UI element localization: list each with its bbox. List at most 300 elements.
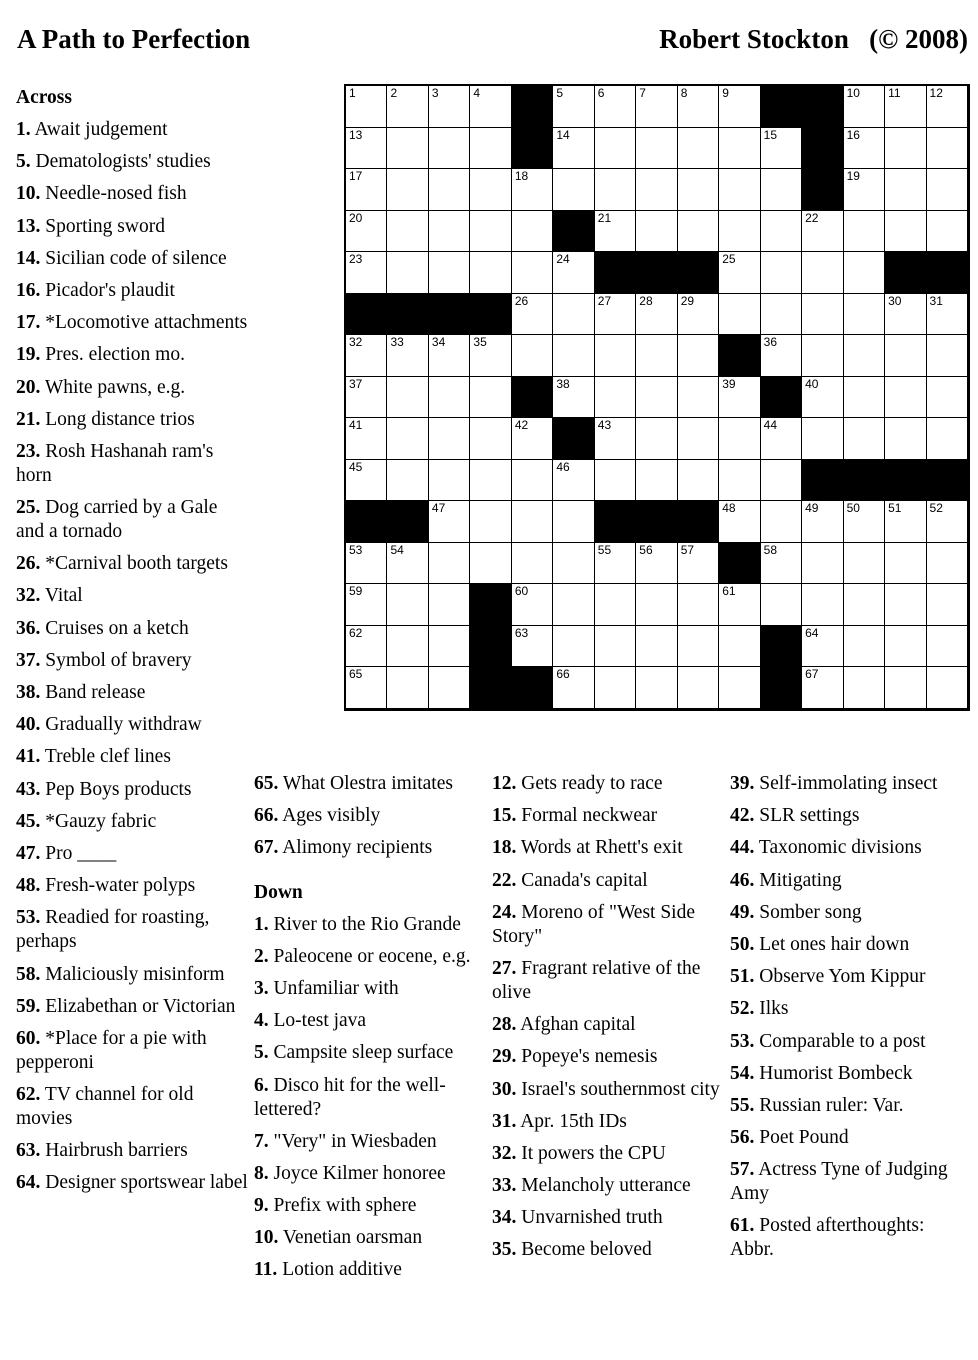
- grid-cell[interactable]: [885, 128, 926, 170]
- grid-cell[interactable]: [678, 584, 719, 626]
- cell-number: 46: [556, 459, 570, 474]
- clues-column-2: [254, 772, 486, 1291]
- grid-cell[interactable]: [470, 460, 511, 502]
- clue-number: 53.: [16, 907, 41, 929]
- grid-cell[interactable]: [346, 335, 387, 377]
- grid-cell[interactable]: [678, 128, 719, 170]
- grid-cell[interactable]: [346, 626, 387, 668]
- down-clue: [730, 933, 962, 957]
- grid-cell[interactable]: [470, 501, 511, 543]
- clue-text: Unvarnished truth: [521, 1207, 663, 1229]
- cell-number: 36: [763, 335, 778, 350]
- clue-number: 59.: [16, 995, 41, 1017]
- black-square: [761, 377, 802, 419]
- grid-cell[interactable]: [636, 169, 677, 211]
- grid-cell[interactable]: [595, 211, 636, 253]
- grid-cell[interactable]: [761, 460, 802, 502]
- grid-cell[interactable]: [387, 626, 428, 668]
- grid-cell[interactable]: [512, 460, 553, 502]
- clue-text: *Gauzy fabric: [45, 810, 157, 832]
- clue-number: 1.: [16, 119, 31, 140]
- clue-number: 41.: [16, 746, 41, 768]
- grid-cell[interactable]: [678, 460, 719, 502]
- grid-cell[interactable]: [470, 335, 511, 377]
- down-clue: [492, 772, 724, 796]
- down-clue: [492, 1013, 724, 1037]
- clue-number: 43.: [16, 778, 41, 800]
- grid-cell[interactable]: [429, 626, 470, 668]
- grid-cell[interactable]: [429, 86, 470, 128]
- grid-cell[interactable]: [636, 211, 677, 253]
- down-clue: [730, 1030, 962, 1054]
- grid-cell[interactable]: [678, 377, 719, 419]
- grid-cell[interactable]: [885, 667, 926, 709]
- clue-number: 5.: [16, 151, 31, 173]
- grid-cell[interactable]: [719, 377, 760, 419]
- grid-cell[interactable]: [844, 294, 885, 336]
- grid-cell[interactable]: [678, 169, 719, 211]
- grid-cell[interactable]: [844, 418, 885, 460]
- grid-cell[interactable]: [512, 543, 553, 585]
- grid-cell[interactable]: [636, 543, 677, 585]
- grid-cell[interactable]: [553, 294, 594, 336]
- grid-cell[interactable]: [387, 377, 428, 419]
- grid-cell[interactable]: [429, 211, 470, 253]
- clue-text: White pawns, e.g.: [44, 376, 186, 398]
- grid-cell[interactable]: [512, 169, 553, 211]
- black-square: [512, 86, 553, 128]
- grid-cell[interactable]: [885, 169, 926, 211]
- clue-text: Pro ____: [45, 842, 117, 864]
- across-clue: [16, 1139, 248, 1163]
- cell-number: 38: [556, 376, 570, 391]
- black-square: [512, 667, 553, 709]
- grid-cell[interactable]: [636, 584, 677, 626]
- grid-cell[interactable]: [346, 377, 387, 419]
- grid-cell[interactable]: [387, 667, 428, 709]
- cell-number: 6: [597, 86, 605, 100]
- grid-cell[interactable]: [802, 667, 843, 709]
- grid-cell[interactable]: [678, 418, 719, 460]
- grid-cell[interactable]: [927, 294, 968, 336]
- across-clue: [16, 1027, 248, 1075]
- grid-cell[interactable]: [553, 584, 594, 626]
- clue-text: Hairbrush barriers: [45, 1140, 188, 1162]
- grid-cell[interactable]: [553, 335, 594, 377]
- grid-cell[interactable]: [470, 128, 511, 170]
- across-clue: [254, 836, 486, 860]
- grid-cell[interactable]: [512, 252, 553, 294]
- grid-cell[interactable]: [512, 501, 553, 543]
- grid-cell[interactable]: [429, 169, 470, 211]
- clue-number: 64.: [16, 1172, 41, 1194]
- grid-cell[interactable]: [595, 335, 636, 377]
- grid-cell[interactable]: [802, 626, 843, 668]
- cell-number: 13: [349, 127, 363, 142]
- grid-cell[interactable]: [429, 128, 470, 170]
- grid-cell[interactable]: [802, 294, 843, 336]
- grid-cell[interactable]: [636, 626, 677, 668]
- grid-cell[interactable]: [927, 667, 968, 709]
- grid-cell[interactable]: [346, 252, 387, 294]
- grid-cell[interactable]: [470, 543, 511, 585]
- down-clue: [254, 977, 486, 1001]
- grid-cell[interactable]: [636, 667, 677, 709]
- clue-number: 19.: [16, 344, 41, 366]
- grid-cell[interactable]: [719, 128, 760, 170]
- grid-cell[interactable]: [678, 211, 719, 253]
- grid-cell[interactable]: [802, 335, 843, 377]
- black-square: [802, 460, 843, 502]
- across-clue: [16, 681, 248, 705]
- clue-number: 10.: [16, 183, 41, 205]
- grid-cell[interactable]: [927, 335, 968, 377]
- clue-text: Band release: [45, 682, 146, 703]
- grid-cell[interactable]: [678, 335, 719, 377]
- grid-cell[interactable]: [719, 252, 760, 294]
- grid-cell[interactable]: [719, 169, 760, 211]
- grid-cell[interactable]: [595, 377, 636, 419]
- grid-cell[interactable]: [927, 86, 968, 128]
- grid-cell[interactable]: [553, 128, 594, 170]
- clue-number: 28.: [492, 1014, 517, 1036]
- grid-cell[interactable]: [927, 169, 968, 211]
- grid-cell[interactable]: [678, 294, 719, 336]
- clue-number: 27.: [492, 957, 517, 979]
- grid-cell[interactable]: [595, 543, 636, 585]
- grid-cell[interactable]: [844, 86, 885, 128]
- across-clue: [254, 772, 486, 796]
- cell-number: 25: [722, 252, 736, 267]
- grid-cell[interactable]: [512, 626, 553, 668]
- grid-cell[interactable]: [844, 335, 885, 377]
- grid-cell[interactable]: [678, 626, 719, 668]
- down-clue: [730, 1214, 962, 1262]
- grid-cell[interactable]: [429, 667, 470, 709]
- author-credit: Robert Stockton (© 2008): [659, 24, 968, 54]
- cell-number: 39: [722, 376, 736, 391]
- grid-cell[interactable]: [761, 584, 802, 626]
- grid-cell[interactable]: [595, 86, 636, 128]
- grid-cell[interactable]: [885, 294, 926, 336]
- across-clue: [16, 995, 248, 1019]
- grid-cell[interactable]: [595, 584, 636, 626]
- grid-cell[interactable]: [595, 460, 636, 502]
- grid-cell[interactable]: [346, 169, 387, 211]
- grid-cell[interactable]: [346, 418, 387, 460]
- grid-cell[interactable]: [470, 418, 511, 460]
- grid-cell[interactable]: [553, 169, 594, 211]
- grid-cell[interactable]: [761, 252, 802, 294]
- grid-cell[interactable]: [429, 252, 470, 294]
- cell-number: 49: [805, 501, 819, 516]
- grid-cell[interactable]: [761, 169, 802, 211]
- grid-cell[interactable]: [346, 86, 387, 128]
- grid-cell[interactable]: [844, 377, 885, 419]
- grid-cell[interactable]: [927, 543, 968, 585]
- grid-cell[interactable]: [844, 128, 885, 170]
- cell-number: 52: [929, 501, 943, 516]
- grid-cell[interactable]: [429, 584, 470, 626]
- grid-cell[interactable]: [844, 252, 885, 294]
- clue-number: 5.: [254, 1042, 269, 1064]
- grid-cell[interactable]: [429, 418, 470, 460]
- clue-number: 60.: [16, 1027, 41, 1049]
- across-clue: [16, 745, 248, 769]
- grid-cell[interactable]: [927, 584, 968, 626]
- grid-cell[interactable]: [595, 294, 636, 336]
- across-clue: [16, 778, 248, 802]
- grid-cell[interactable]: [885, 543, 926, 585]
- grid-cell[interactable]: [553, 626, 594, 668]
- grid-cell[interactable]: [927, 128, 968, 170]
- clue-text: Maliciously misinform: [45, 963, 225, 985]
- grid-cell[interactable]: [678, 543, 719, 585]
- grid-cell[interactable]: [512, 294, 553, 336]
- grid-cell[interactable]: [470, 86, 511, 128]
- clue-number: 15.: [492, 805, 517, 827]
- grid-cell[interactable]: [844, 584, 885, 626]
- grid-cell[interactable]: [346, 543, 387, 585]
- grid-cell[interactable]: [885, 377, 926, 419]
- spacer: [254, 869, 486, 881]
- clue-text: Picador's plaudit: [45, 279, 175, 301]
- grid-cell[interactable]: [346, 584, 387, 626]
- cell-number: 34: [431, 335, 446, 350]
- grid-cell[interactable]: [844, 211, 885, 253]
- black-square: [719, 335, 760, 377]
- grid-cell[interactable]: [844, 169, 885, 211]
- clue-number: 21.: [16, 408, 41, 430]
- clue-text: Alimony recipients: [282, 837, 433, 859]
- clue-text: Mitigating: [759, 869, 842, 891]
- grid-cell[interactable]: [885, 501, 926, 543]
- grid-cell[interactable]: [512, 211, 553, 253]
- grid-cell[interactable]: [387, 543, 428, 585]
- grid-cell[interactable]: [512, 418, 553, 460]
- grid-cell[interactable]: [636, 128, 677, 170]
- grid-cell[interactable]: [802, 584, 843, 626]
- across-clue: [16, 906, 248, 954]
- clue-text: Cruises on a ketch: [45, 617, 189, 639]
- down-clue: [254, 913, 486, 937]
- grid-cell[interactable]: [885, 86, 926, 128]
- clue-number: 35.: [492, 1239, 517, 1261]
- grid-cell[interactable]: [885, 211, 926, 253]
- cell-number: 29: [680, 293, 695, 308]
- across-clue: [16, 1083, 248, 1131]
- cell-number: 4: [473, 86, 481, 100]
- grid-cell[interactable]: [761, 335, 802, 377]
- grid-cell[interactable]: [429, 501, 470, 543]
- grid-cell[interactable]: [387, 86, 428, 128]
- grid-cell[interactable]: [761, 543, 802, 585]
- grid-cell[interactable]: [553, 501, 594, 543]
- grid-cell[interactable]: [429, 335, 470, 377]
- grid-cell[interactable]: [802, 418, 843, 460]
- grid-cell[interactable]: [595, 626, 636, 668]
- clue-text: Rosh Hashanah ram's horn: [16, 440, 214, 486]
- grid-cell[interactable]: [719, 584, 760, 626]
- clue-text: What Olestra imitates: [282, 773, 453, 794]
- grid-cell[interactable]: [927, 501, 968, 543]
- grid-cell[interactable]: [346, 128, 387, 170]
- grid-cell[interactable]: [636, 86, 677, 128]
- down-clue: [730, 1062, 962, 1086]
- cell-number: 28: [639, 293, 653, 308]
- clue-text: Words at Rhett's exit: [520, 837, 683, 859]
- grid-cell[interactable]: [885, 418, 926, 460]
- grid-cell[interactable]: [346, 667, 387, 709]
- grid-cell[interactable]: [470, 169, 511, 211]
- grid-cell[interactable]: [553, 252, 594, 294]
- cell-number: 10: [846, 86, 860, 100]
- grid-cell[interactable]: [387, 335, 428, 377]
- grid-cell[interactable]: [387, 584, 428, 626]
- grid-cell[interactable]: [719, 501, 760, 543]
- grid-cell[interactable]: [844, 626, 885, 668]
- clue-text: Fragrant relative of the olive: [492, 957, 701, 1003]
- grid-cell[interactable]: [802, 377, 843, 419]
- clue-number: 38.: [16, 682, 41, 703]
- clue-number: 49.: [730, 901, 755, 923]
- across-clue: [16, 584, 248, 608]
- grid-cell[interactable]: [470, 377, 511, 419]
- grid-cell[interactable]: [553, 377, 594, 419]
- grid-cell[interactable]: [927, 211, 968, 253]
- grid-cell[interactable]: [927, 377, 968, 419]
- grid-cell[interactable]: [678, 86, 719, 128]
- grid-cell[interactable]: [595, 128, 636, 170]
- clue-text: Melancholy utterance: [521, 1175, 691, 1197]
- clue-number: 2.: [254, 945, 269, 967]
- down-clue: [492, 1206, 724, 1230]
- across-clue: [16, 552, 248, 576]
- grid-cell[interactable]: [885, 626, 926, 668]
- grid-cell[interactable]: [636, 294, 677, 336]
- cell-number: 40: [805, 376, 819, 391]
- grid-cell[interactable]: [429, 377, 470, 419]
- grid-cell[interactable]: [761, 128, 802, 170]
- clue-text: Venetian oarsman: [282, 1227, 423, 1249]
- grid-cell[interactable]: [927, 418, 968, 460]
- across-clue: [16, 311, 248, 335]
- clue-text: Joyce Kilmer honoree: [273, 1162, 446, 1184]
- grid-cell[interactable]: [553, 460, 594, 502]
- cell-number: 26: [514, 293, 529, 308]
- grid-cell[interactable]: [553, 543, 594, 585]
- grid-cell[interactable]: [636, 418, 677, 460]
- clue-number: 57.: [730, 1159, 755, 1181]
- grid-cell[interactable]: [512, 584, 553, 626]
- grid-cell[interactable]: [387, 128, 428, 170]
- grid-cell[interactable]: [553, 86, 594, 128]
- clue-number: 46.: [730, 869, 755, 891]
- grid-cell[interactable]: [719, 460, 760, 502]
- grid-cell[interactable]: [678, 667, 719, 709]
- black-square: [885, 460, 926, 502]
- grid-cell[interactable]: [387, 252, 428, 294]
- clue-text: Needle-nosed fish: [45, 183, 187, 205]
- grid-cell[interactable]: [719, 626, 760, 668]
- clue-text: Become beloved: [521, 1239, 652, 1261]
- grid-cell[interactable]: [927, 626, 968, 668]
- black-square: [719, 543, 760, 585]
- grid-cell[interactable]: [595, 667, 636, 709]
- black-square: [553, 418, 594, 460]
- grid-cell[interactable]: [802, 252, 843, 294]
- grid-cell[interactable]: [387, 211, 428, 253]
- across-clue: [16, 182, 248, 206]
- grid-cell[interactable]: [844, 543, 885, 585]
- grid-cell[interactable]: [636, 377, 677, 419]
- grid-cell[interactable]: [719, 86, 760, 128]
- grid-cell[interactable]: [719, 211, 760, 253]
- grid-cell[interactable]: [512, 335, 553, 377]
- grid-cell[interactable]: [719, 294, 760, 336]
- across-clue: [16, 440, 248, 488]
- grid-cell[interactable]: [636, 460, 677, 502]
- grid-cell[interactable]: [553, 667, 594, 709]
- grid-cell[interactable]: [761, 294, 802, 336]
- clue-number: 63.: [16, 1140, 41, 1162]
- black-square: [346, 501, 387, 543]
- grid-cell[interactable]: [761, 211, 802, 253]
- grid-cell[interactable]: [636, 335, 677, 377]
- grid-cell[interactable]: [719, 418, 760, 460]
- black-square: [512, 128, 553, 170]
- grid-cell[interactable]: [802, 211, 843, 253]
- clue-text: TV channel for old movies: [16, 1084, 194, 1130]
- grid-cell[interactable]: [844, 501, 885, 543]
- grid-cell[interactable]: [719, 667, 760, 709]
- down-clue: [254, 1162, 486, 1186]
- grid-cell[interactable]: [802, 543, 843, 585]
- clue-text: Popeye's nemesis: [521, 1046, 658, 1068]
- black-square: [636, 501, 677, 543]
- black-square: [387, 501, 428, 543]
- grid-cell[interactable]: [761, 418, 802, 460]
- cell-number: 2: [390, 86, 398, 100]
- black-square: [429, 294, 470, 336]
- grid-cell[interactable]: [346, 211, 387, 253]
- grid-cell[interactable]: [429, 460, 470, 502]
- grid-cell[interactable]: [595, 418, 636, 460]
- grid-cell[interactable]: [387, 460, 428, 502]
- clue-number: 20.: [16, 376, 41, 398]
- grid-cell[interactable]: [844, 667, 885, 709]
- across-clue: [16, 247, 248, 271]
- grid-cell[interactable]: [346, 460, 387, 502]
- grid-cell[interactable]: [761, 501, 802, 543]
- grid-cell[interactable]: [470, 211, 511, 253]
- grid-cell[interactable]: [885, 335, 926, 377]
- clue-text: Taxonomic divisions: [758, 837, 922, 859]
- grid-cell[interactable]: [885, 584, 926, 626]
- cell-number: 57: [680, 542, 695, 557]
- across-clue: [16, 1171, 248, 1195]
- grid-cell[interactable]: [429, 543, 470, 585]
- down-clue: [254, 1130, 486, 1154]
- grid-cell[interactable]: [802, 501, 843, 543]
- cell-number: 18: [514, 169, 529, 184]
- grid-cell[interactable]: [470, 252, 511, 294]
- grid-cell[interactable]: [387, 418, 428, 460]
- puzzle-title: A Path to Perfection: [17, 24, 251, 54]
- black-square: [678, 252, 719, 294]
- grid-cell[interactable]: [387, 169, 428, 211]
- grid-cell[interactable]: [595, 169, 636, 211]
